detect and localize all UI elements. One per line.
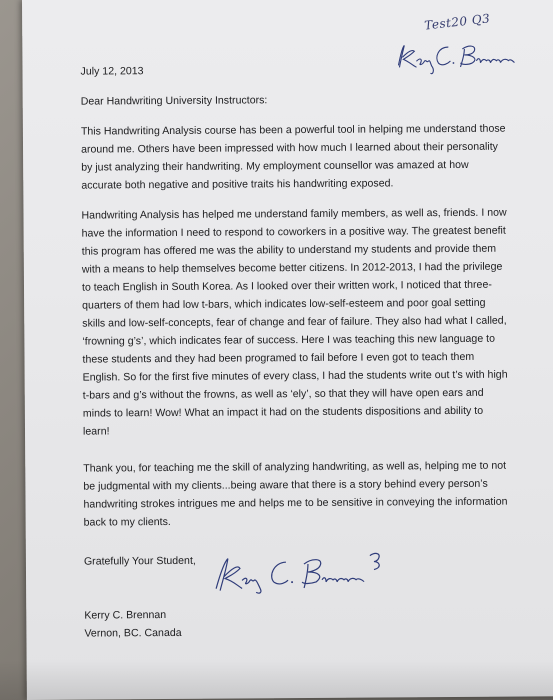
letter-salutation: Dear Handwriting University Instructors: [80,94,268,108]
handwritten-note: Test20 Q3 [423,11,491,33]
letter-closing: Gratefully Your Student, [83,554,196,568]
letter-paragraph: Handwriting Analysis has helped me understand family members, as well as, friends. I now have the information I need to respond to coworkers in a positive way. The greatest benefit this program has offered me was the ability to understand my students and provide them with a means to help themselves become better citizens. In 2012-2013, I had the privilege to teach English in South Korea. As I looked over their written work, I noticed that three-quarters of them had low t-bars, which indicates low-self-esteem and poor goal setting skills and low-self-concepts, fear of change and fear of failure. They also had what I called, ‘frowning g’s’, which indicates fear of success. Here I was teaching this new language to these students and they had been programed to fail before I even got to teach them English. So for the first five minutes of every class, I had the students write out t’s with high t-bars and g’s without the frowns, as well as ‘ely’, so that they will have open ears and minds to learn! Wow! What an impact it had on the students dispositions and ability to learn! [81,206,508,438]
letter-page [22,0,553,700]
letter-paragraph: This Handwriting Analysis course has been a powerful tool in helping me understand those around me. Others have been impressed with how much I learned about their personality by just analyzing their handwriting. My employment counsellor was amazed at how accurate both negative and positive traits his handwriting exposed. [80,122,506,192]
signer-location: Vernon, BC. Canada [84,626,182,640]
signature-top [390,37,520,78]
letter-date: July 12, 2013 [80,65,144,78]
letter-paragraph: Thank you, for teaching me the skill of analyzing handwriting, as well as, helping me to not be judgmental with my clients...being aware that there is a story behind every person’s handwriting strokes intrigues me and helps me to be sensitive in conveying the information back to my clients. [83,459,508,529]
signature-bottom [206,549,396,595]
signer-name: Kerry C. Brennan [84,609,167,622]
